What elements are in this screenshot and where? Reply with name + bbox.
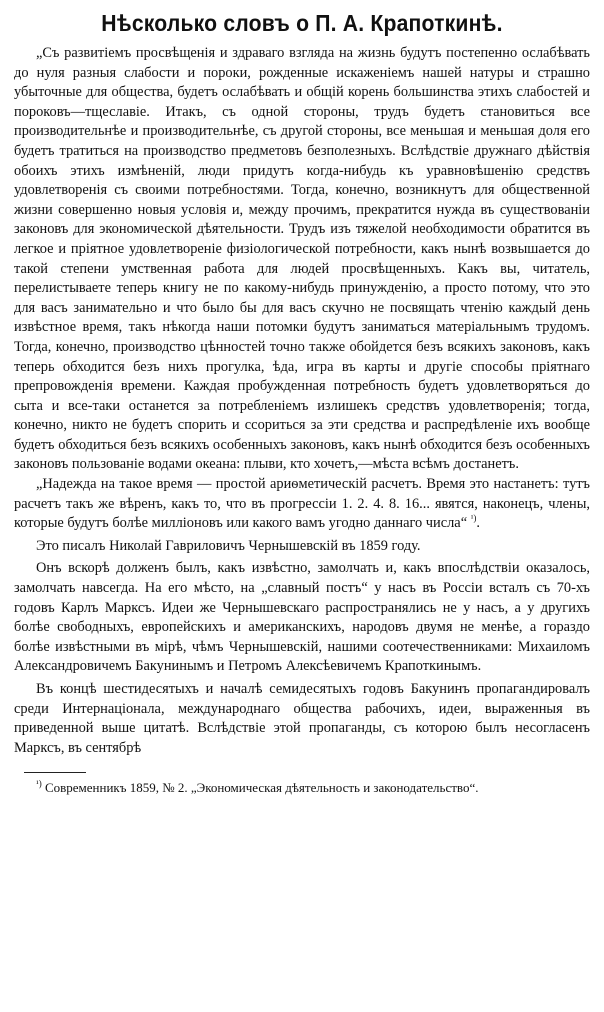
footnote-text: Современникъ 1859, № 2. „Экономическая дѣятельность и законодательство“. <box>44 780 479 796</box>
paragraph-quote-2: „Надежда на такое время — простой ариѳметическій расчетъ. Время это настанетъ: тутъ расчетъ такъ же вѣренъ, какъ то, что въ прогрессіи 1. 2. 4. 8. 16... явятся, наконецъ, члены, которые будутъ болѣе милліоновъ или какого вамъ угодно даннаго числа“ $^{^1)}$. <box>14 476 590 532</box>
footnote-reference: ¹) <box>470 513 477 524</box>
footnote-marker: ¹) <box>36 779 42 790</box>
footnote <box>14 779 590 797</box>
paragraph-chernyshevsky: Онъ вскорѣ долженъ былъ, какъ извѣстно, замолчать и, какъ впослѣдствіи оказалось, замолчать навсегда. На его мѣсто, на „славный постъ“ у насъ въ Россіи всталъ съ 70-хъ годовъ Карлъ Марксъ. Идеи же Чернышевскаго распространялись не у насъ, а у другихъ болѣе свободныхъ, европейскихъ и американскихъ, народовъ двумя не менѣе, а гораздо болѣе извѣстными въ мірѣ, чѣмъ Чернышевскій, нашими соотечественниками: Михаиломъ Александровичемъ Бакунинымъ и Петромъ Алексѣевичемъ Крапоткинымъ. <box>14 560 590 675</box>
footnote-divider <box>24 772 86 773</box>
article-title: Нѣсколько словъ о П. А. Крапоткинѣ. <box>101 10 503 36</box>
paragraph-attribution: Это писалъ Николай Гавриловичъ Чернышевскій въ 1859 году. <box>36 537 421 554</box>
paragraph-bakunin: Въ концѣ шестидесятыхъ и началѣ семидесятыхъ годовъ Бакунинъ пропагандировалъ среди Интернаціонала, международнаго общества рабочихъ, идеи, выраженныя въ приведенной выше цитатѣ. Вслѣдствіе этой пропаганды, съ которою былъ несогласенъ Марксъ, въ сентябрѣ <box>14 681 590 756</box>
quote-2-text: „Надежда на такое время — простой ариѳметическій расчетъ. Время это настанетъ: тутъ расчетъ такъ же вѣренъ, какъ то, что въ прогрессіи 1. 2. 4. 8. 16... явятся, наконецъ, члены, которые будутъ болѣе милліоновъ или какого вамъ угодно даннаго числа“ <box>14 476 590 532</box>
document-page <box>14 8 590 1004</box>
paragraph-quote-1: „Съ развитіемъ просвѣщенія и здраваго взгляда на жизнь будутъ постепенно ослабѣвать до нуля разныя слабости и пороки, рожденные искаженіемъ нашей натуры и страшно убыточные для общества, будетъ ослабѣвать и общій корень большинства этихъ слабостей и пороковъ—тщеславіе. Итакъ, съ одной стороны, трудъ будетъ становиться все производительнѣе и производительнѣе, съ другой стороны, все меньшая и меньшая доля его будетъ тратиться на производство предметовъ безполезныхъ. Вслѣдствіе дружнаго дѣйствія обоихъ этихъ измѣненій, люди придутъ когда-нибудь къ уравновѣшенію средствъ удовлетворенія съ своими потребностями. Тогда, конечно, возникнутъ для общественной жизни совершенно новыя условія и, между прочимъ, прекратится нужда въ существованіи законовъ для экономической дѣятельности. Трудъ изъ тяжелой необходимости обратится въ легкое и пріятное удовлетвореніе физіологической потребности, какъ нынѣ возвышается до такой степени умственная работа для людей просвѣщенныхъ. Какъ вы, читатель, перелистываете теперь книгу не по какому-нибудь принужденію, а просто потому, что это для васъ занимательно и что было бы для васъ скучно не посвящать чтенію каждый день извѣстное время, такъ нѣкогда наши потомки будутъ заниматься матеріальнымъ трудомъ. Тогда, конечно, производство цѣнностей точно также обойдется безъ всякихъ законовъ, какъ теперь обходится безъ нихъ прогулка, ѣда, игра въ карты и другіе способы пріятнаго препровожденія времени. Каждая пробужденная потребность будетъ удовлетворяться до сыта и все-таки останется за потребленіемъ излишекъ средствъ удовлетворенія; тогда, конечно, никто не будетъ спорить и ссориться за эти средства и распредѣленіе ихъ вообще будетъ обходиться безъ всякихъ особенныхъ законовъ, какъ нынѣ обходится безъ особенныхъ законовъ пользованіе водами океана: плыви, кто хочетъ,—мѣста всѣмъ достанетъ. <box>14 45 590 473</box>
article-body <box>14 44 590 758</box>
